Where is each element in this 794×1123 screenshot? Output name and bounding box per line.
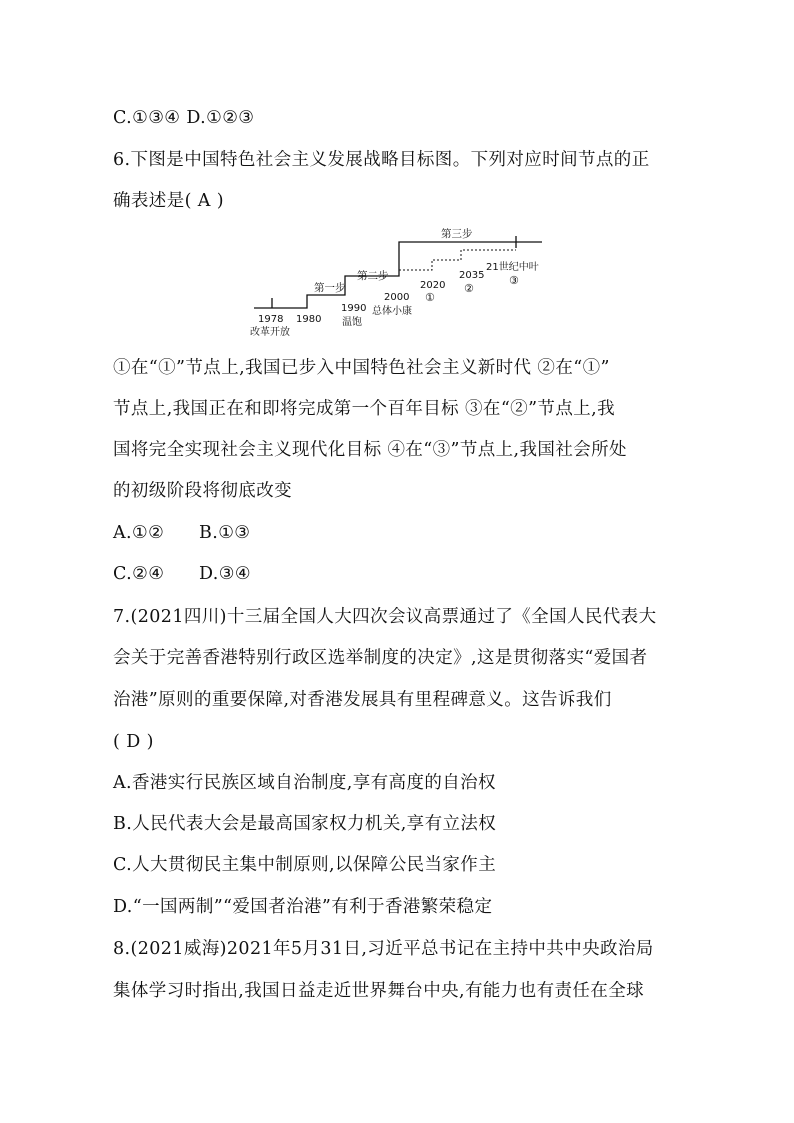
step2-label: 第二步 [357,270,389,282]
step3-label: 第三步 [441,228,473,240]
q6-options-cd [113,562,251,586]
year-1990: 1990 [341,303,367,314]
q7-option-b: B.人民代表大会是最高国家权力机关,享有立法权 [113,814,497,834]
development-strategy-diagram [250,222,550,350]
q5-options: C.①③④ D.①②③ [113,108,255,128]
marker-1: ① [425,291,435,304]
year-2020: 2020 [420,280,446,291]
q6-option-a: A.①② [113,523,165,543]
step1-label: 第一步 [314,282,346,294]
q6-options-ab [113,521,250,545]
year-1980: 1980 [296,314,322,325]
q7-stem-line-2: 会关于完善香港特别行政区选举制度的决定》,这是贯彻落实“爱国者 [113,648,648,668]
q8-stem-line-2: 集体学习时指出,我国日益走近世界舞台中央,有能力也有责任在全球 [113,981,645,1001]
wenbao-label: 温饱 [342,317,362,328]
q7-option-a: A.香港实行民族区域自治制度,享有高度的自治权 [113,773,496,793]
q7-stem-line-1: 7.(2021四川)十三届全国人大四次会议高票通过了《全国人民代表大 [113,607,657,627]
q7-stem-line-3: 治港”原则的重要保障,对香港发展具有里程碑意义。这告诉我们 [113,690,612,710]
marker-2: ② [464,282,474,295]
q6-statement-line-3: 国将完全实现社会主义现代化目标 ④在“③”节点上,我国社会所处 [113,440,627,460]
year-2035: 2035 [459,270,485,281]
q6-option-d: D.③④ [199,564,251,584]
reform-label: 改革开放 [250,327,290,338]
q6-stem-line-1: 6.下图是中国特色社会主义发展战略目标图。下列对应时间节点的正 [113,150,650,170]
q7-answer-line: ( D ) [113,732,154,752]
q7-option-d: D.“一国两制”“爱国者治港”有利于香港繁荣稳定 [113,897,493,917]
q6-statement-line-4: 的初级阶段将彻底改变 [113,481,292,501]
q6-option-c: C.②④ [113,564,165,584]
year-2000: 2000 [384,292,410,303]
xiaokang-label: 总体小康 [372,306,412,317]
q6-stem-line-2: 确表述是( A ) [113,191,225,211]
q8-stem-line-1: 8.(2021威海)2021年5月31日,习近平总书记在主持中共中央政治局 [113,939,654,959]
year-1978: 1978 [258,314,284,325]
marker-3: ③ [509,274,519,287]
midcentury-label: 21世纪中叶 [486,262,539,273]
q6-option-b: B.①③ [199,523,251,543]
q6-statement-line-2: 节点上,我国正在和即将完成第一个百年目标 ③在“②”节点上,我 [113,399,615,419]
q6-statement-line-1: ①在“①”节点上,我国已步入中国特色社会主义新时代 ②在“①” [113,358,610,378]
q7-option-c: C.人大贯彻民主集中制原则,以保障公民当家作主 [113,855,497,875]
